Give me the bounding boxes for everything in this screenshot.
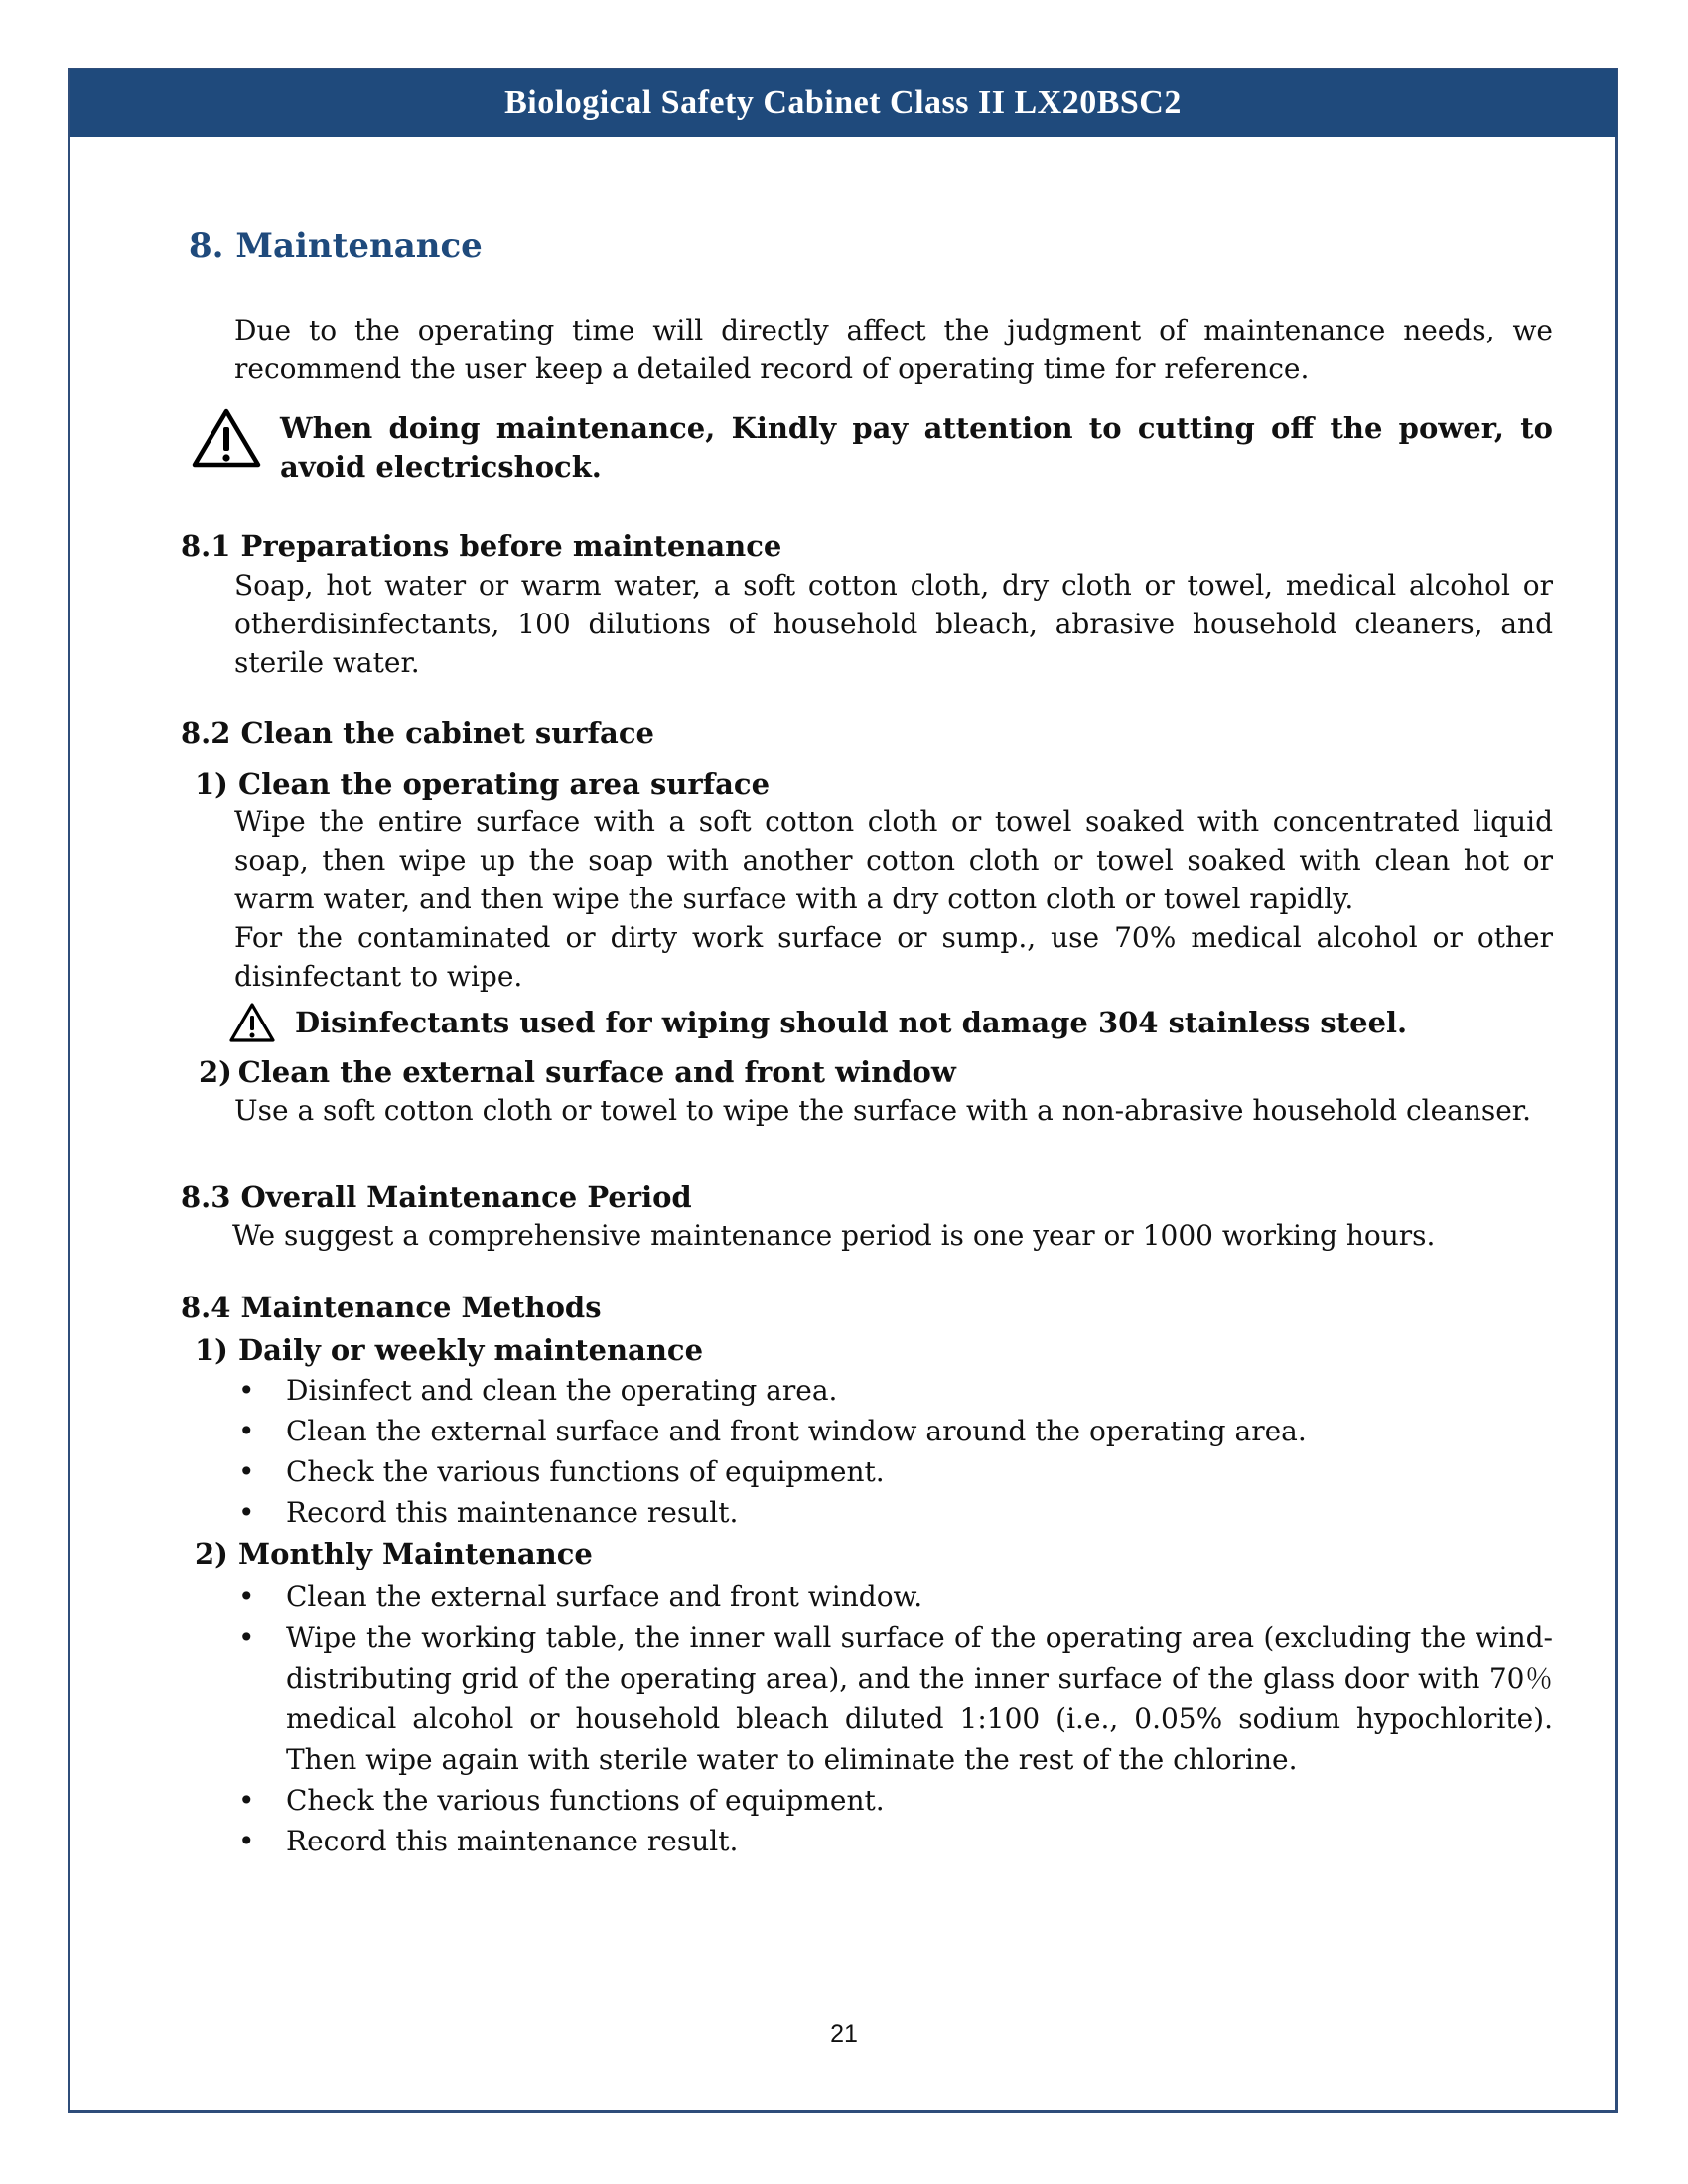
monthly-list bbox=[234, 1576, 1553, 1861]
page-number: 21 bbox=[830, 2020, 858, 2048]
list-item: • Record this maintenance result. bbox=[234, 1492, 1553, 1533]
list-item: • Check the various functions of equipment. bbox=[234, 1780, 1553, 1821]
heading-operating-area: 1) Clean the operating area surface bbox=[195, 767, 771, 801]
heading-monthly: 2) Monthly Maintenance bbox=[195, 1537, 593, 1570]
heading-8-1: 8.1 Preparations before maintenance bbox=[181, 529, 782, 563]
power-warning-text: When doing maintenance, Kindly pay attention to cutting off the power, to avoid electricshock. bbox=[280, 411, 1553, 483]
document-header: Biological Safety Cabinet Class II LX20BSC2 bbox=[70, 69, 1617, 137]
heading-external-surface: 2) Clean the external surface and front window bbox=[199, 1055, 956, 1089]
list-item: • Disinfect and clean the operating area. bbox=[234, 1370, 1553, 1411]
bullet-icon: • bbox=[238, 1496, 255, 1529]
warning-icon bbox=[191, 407, 262, 469]
intro-paragraph: Due to the operating time will directly affect the judgment of maintenance needs, we recommend the user keep a detailed record of operating time for reference. bbox=[234, 314, 1553, 385]
bullet-icon: • bbox=[238, 1784, 255, 1817]
bullet-icon: • bbox=[238, 1580, 255, 1613]
bullet-icon: • bbox=[238, 1415, 255, 1447]
heading-daily-weekly: 1) Daily or weekly maintenance bbox=[195, 1333, 704, 1367]
section-title: 8. Maintenance bbox=[189, 226, 483, 266]
list-item: • Check the various functions of equipment. bbox=[234, 1451, 1553, 1492]
list-item: • Record this maintenance result. bbox=[234, 1821, 1553, 1861]
heading-8-3: 8.3 Overall Maintenance Period bbox=[181, 1180, 692, 1214]
period-paragraph: We suggest a comprehensive maintenance period is one year or 1000 working hours. bbox=[232, 1219, 1436, 1252]
contaminated-paragraph: For the contaminated or dirty work surface or sump., use 70% medical alcohol or other disinfectant to wipe. bbox=[234, 921, 1553, 993]
operating-area-paragraph: Wipe the entire surface with a soft cotton cloth or towel soaked with concentrated liquid soap, then wipe up the soap with another cotton cloth or towel soaked with clean hot or warm water, and then wipe the surface with a dry cotton cloth or towel rapidly. bbox=[234, 805, 1553, 915]
heading-8-4: 8.4 Maintenance Methods bbox=[181, 1291, 602, 1324]
list-item: • Wipe the working table, the inner wall surface of the operating area (excluding the wind-distributing grid of the operating area), and the inner surface of the glass door with 70％ medical alcohol or household bleach diluted 1:100 (i.e., 0.05% sodium hypochlorite). Then wipe again with sterile water to eliminate the rest of the chlorine. bbox=[234, 1617, 1553, 1780]
bullet-icon: • bbox=[238, 1374, 255, 1407]
daily-weekly-list bbox=[234, 1370, 1553, 1533]
external-surface-paragraph: Use a soft cotton cloth or towel to wipe the surface with a non-abrasive household cleanser. bbox=[234, 1094, 1532, 1127]
bullet-icon: • bbox=[238, 1455, 255, 1488]
list-item: • Clean the external surface and front window. bbox=[234, 1576, 1553, 1617]
bullet-icon: • bbox=[238, 1825, 255, 1857]
disinfectant-warning-text: Disinfectants used for wiping should not damage 304 stainless steel. bbox=[295, 1006, 1408, 1039]
bullet-icon: • bbox=[238, 1621, 255, 1654]
warning-icon bbox=[228, 1002, 276, 1043]
heading-8-2: 8.2 Clean the cabinet surface bbox=[181, 716, 654, 750]
list-item: • Clean the external surface and front window around the operating area. bbox=[234, 1411, 1553, 1451]
preparations-paragraph: Soap, hot water or warm water, a soft cotton cloth, dry cloth or towel, medical alcohol or otherdisinfectants, 100 dilutions of household bleach, abrasive household cleaners, and sterile water. bbox=[234, 569, 1553, 679]
